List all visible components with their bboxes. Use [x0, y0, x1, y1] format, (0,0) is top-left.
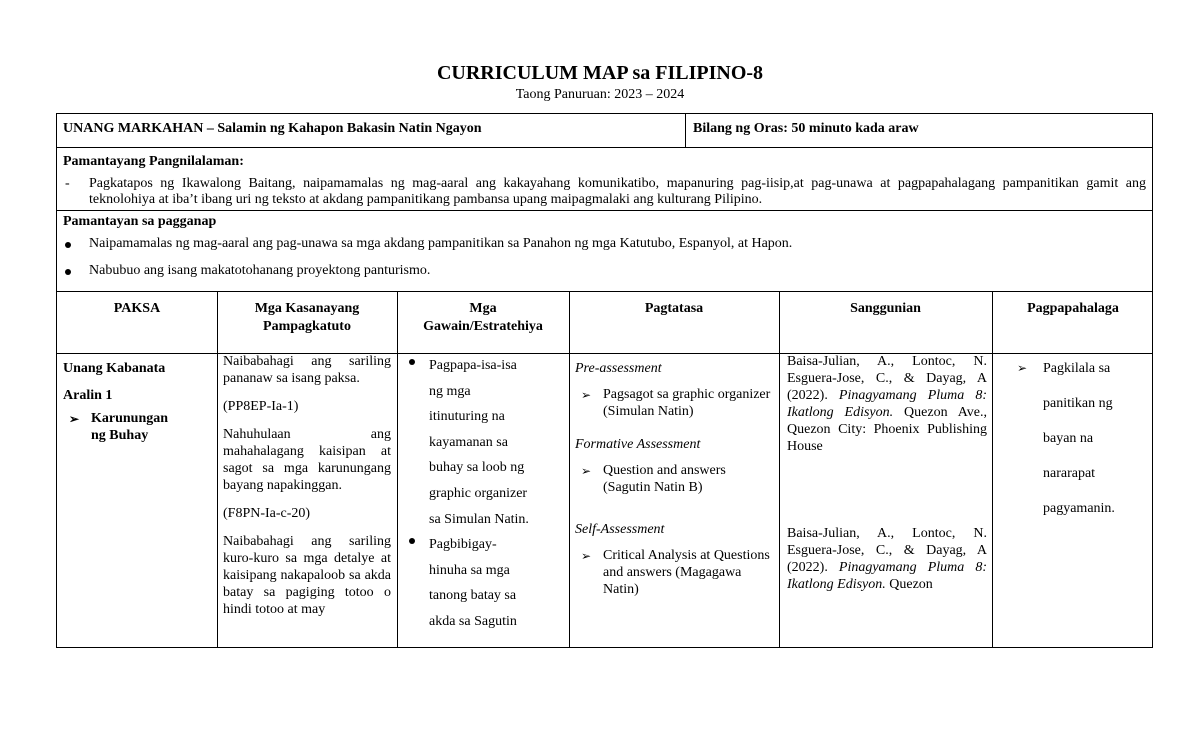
content-standard-text: Pagkatapos ng Ikawalong Baitang, naipamamalas ng mag-aaral ang kakayahang komunikatibo, mapanuring pag-iisip,at pag-unawa at pagpapahalagang pampanitikan gamit ang teknolohiya at iba’t ibang uri ng teksto at akdang pampanitikang pambansa upang maipagmalaki ang kulturang Pilipino. [89, 176, 1146, 207]
quarter-row [56, 113, 1153, 148]
bullet-text: Naipamamalas ng mag-aaral ang pag-unawa sa mga akdang pampanitikan sa Panahon ng mga Katutubo, Espanyol, at Hapon. [89, 236, 793, 251]
list-item [89, 263, 430, 279]
header-pagpapahalaga: Pagpapahalaga [1027, 301, 1119, 316]
dash-marker: - [65, 176, 70, 191]
lesson-label: Aralin 1 [63, 388, 113, 403]
list-item: ➢ Critical Analysis at Questions and answers (Magagawa Natin) [581, 548, 770, 597]
column-divider [779, 292, 780, 647]
pagpapahalaga-cell [1017, 360, 1147, 526]
header-gawain: Mga Gawain/Estratehiya [423, 301, 543, 334]
header-divider [57, 353, 1152, 354]
list-item: Pagbibigay- hinuha sa mga tanong batay sa akda sa Sagutin [403, 532, 567, 634]
arrow-bullet-icon: ➢ [581, 549, 592, 563]
arrow-bullet-icon: ➢ [581, 464, 592, 478]
divider [685, 114, 686, 147]
list-item [89, 236, 792, 252]
sanggunian-cell [787, 353, 987, 648]
quarter-label: UNANG MARKAHAN – Salamin ng Kahapon Bakasin Natin Ngayon [63, 121, 482, 136]
chapter-label: Unang Kabanata [63, 361, 166, 376]
school-year: Taong Panuruan: 2023 – 2024 [515, 87, 685, 102]
page-title: CURRICULUM MAP sa FILIPINO-8 [436, 62, 764, 84]
column-divider [992, 292, 993, 647]
content-standard-row [56, 147, 1153, 211]
performance-standard-row [56, 210, 1153, 292]
bullet-icon [409, 359, 415, 365]
curriculum-table [56, 291, 1153, 648]
column-divider [217, 292, 218, 647]
paksa-cell [63, 360, 213, 444]
list-item: Pagpapa-isa-isa ng mga itinuturing na kayamanan sa buhay sa loob ng graphic organizer sa Simulan Natin. [403, 353, 567, 532]
reference-1: Baisa-Julian, A., Lontoc, N. Esguera-Jose, C., & Dayag, A (2022). Pinagyamang Pluma 8: Ikatlong Edisyon. Quezon Ave., Quezon City: Phoenix Publishing House [787, 354, 987, 454]
arrow-bullet-icon: ➢ [69, 412, 80, 426]
hours-label: Bilang ng Oras: 50 minuto kada araw [693, 121, 919, 136]
bullet-icon [65, 242, 71, 248]
header-sanggunian: Sanggunian [850, 301, 921, 316]
bullet-icon [65, 269, 71, 275]
reference-2: Baisa-Julian, A., Lontoc, N. Esguera-Jose, C., & Dayag, A (2022). Pinagyamang Pluma 8: Ikatlong Edisyon. Quezon [787, 526, 987, 592]
bullet-icon [409, 538, 415, 544]
column-divider [397, 292, 398, 647]
content-standard-heading: Pamantayang Pangnilalaman: [63, 154, 244, 169]
list-item: ➢ Pagsagot sa graphic organizer (Simulan Natin) [581, 387, 771, 419]
column-divider [569, 292, 570, 647]
kasanayan-cell: Naibabahagi ang sariling pananaw sa isang paksa. (PP8EP-Ia-1) Nahuhulaan ang mahahalagang kaisipan at sagot sa mga karunungang bayang napakinggan. (F8PN-Ia-c-20) Naibabahagi ang sariling kuro-kuro sa mga detalye at kaisipang nakapaloob sa akda batay sa pagiging totoo o hindi totoo at may [223, 354, 391, 617]
values-text: Pagkilala sa panitikan ng bayan na nararapat pagyamanin. [1043, 361, 1115, 516]
header-pagtatasa: Pagtatasa [644, 301, 704, 316]
gawain-cell [403, 353, 567, 648]
arrow-bullet-icon: ➢ [581, 388, 592, 402]
arrow-bullet-icon: ➢ [1017, 361, 1028, 375]
bullet-text: Nabubuo ang isang makatotohanang proyektong panturismo. [89, 263, 431, 278]
list-item: ➢ Question and answers (Sagutin Natin B) [581, 463, 726, 495]
performance-standard-heading: Pamantayan sa pagganap [63, 214, 217, 229]
topic-label: ➢ Karunungan ng Buhay [69, 411, 169, 443]
pagtatasa-cell: Pre-assessment ➢ Pagsagot sa graphic organizer (Simulan Natin) Formative Assessment ➢ Question and answers (Sagutin Natin B) Self-Assessment ➢ Critical Analysis at Questions and answers (Magagawa Natin) [575, 360, 775, 648]
header-paksa: PAKSA [113, 301, 161, 316]
header-kasanayan: Mga Kasanayang Pampagkatuto [254, 301, 360, 334]
